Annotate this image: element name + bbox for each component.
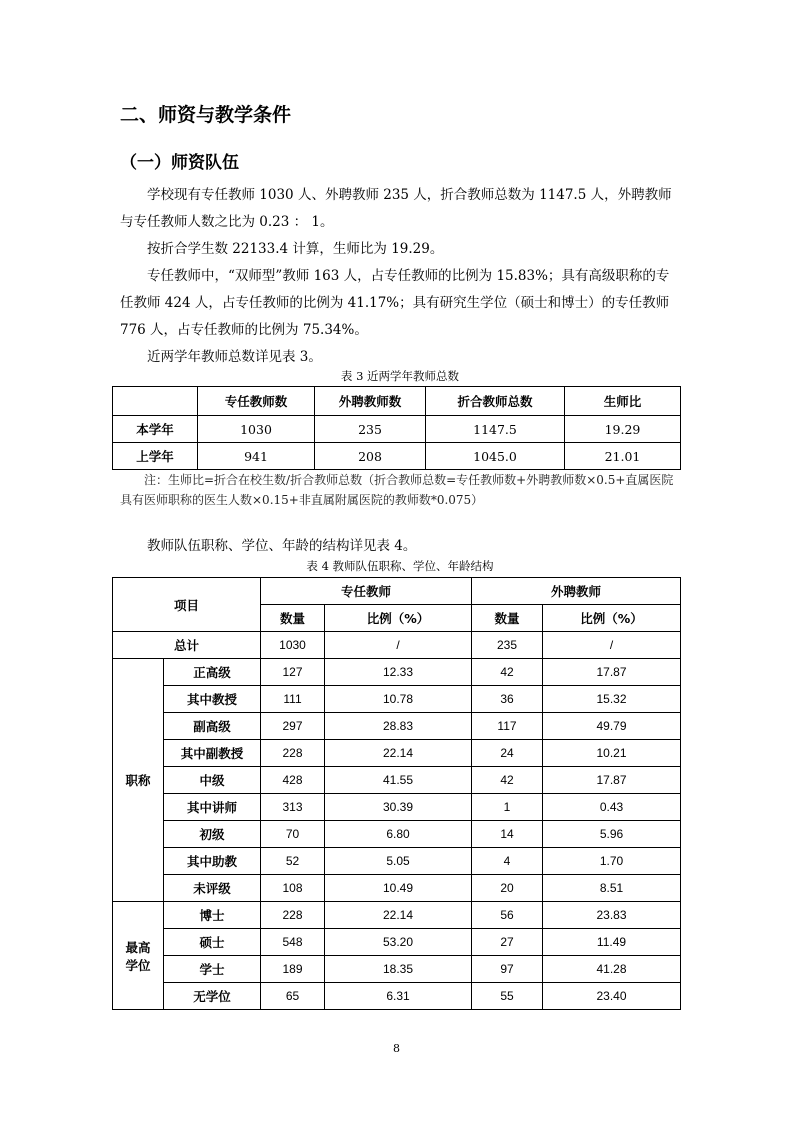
- table4-cell: 6.80: [325, 821, 472, 848]
- table-row: [113, 416, 681, 443]
- table-row: [113, 956, 681, 983]
- table4-fulltime-header: 专任教师: [261, 578, 472, 605]
- table-row: [113, 875, 681, 902]
- table4-row-label: 正高级: [164, 659, 261, 686]
- table3-cell: 19.29: [565, 416, 681, 443]
- table3-header-cell: [113, 387, 198, 416]
- table4: [112, 577, 681, 1010]
- table4-cell: 5.96: [543, 821, 681, 848]
- table4-cell: 4: [472, 848, 543, 875]
- table3-cell: 1147.5: [426, 416, 565, 443]
- table4-row-label: 硕士: [164, 929, 261, 956]
- table4-row-label: 其中讲师: [164, 794, 261, 821]
- table4-cell: 30.39: [325, 794, 472, 821]
- table4-cell: 41.55: [325, 767, 472, 794]
- table4-row-label: 博士: [164, 902, 261, 929]
- table4-row-label: 初级: [164, 821, 261, 848]
- table4-cell: 1.70: [543, 848, 681, 875]
- paragraph-table3-ref: 近两学年教师总数详见表 3。: [147, 349, 322, 365]
- table3-caption: 表 3 近两学年教师总数: [340, 369, 460, 383]
- table4-cell: 0.43: [543, 794, 681, 821]
- page-number: 8: [393, 1042, 400, 1055]
- table4-row-label: 其中副教授: [164, 740, 261, 767]
- table4-row-label: 副高级: [164, 713, 261, 740]
- table3-row-label: 本学年: [113, 416, 198, 443]
- table4-cell: 235: [472, 632, 543, 659]
- table4-row-label: 学士: [164, 956, 261, 983]
- table4-ratio-header: 比例（%）: [325, 605, 472, 632]
- table4-cell: /: [325, 632, 472, 659]
- table4-cell: 18.35: [325, 956, 472, 983]
- table4-cell: 20: [472, 875, 543, 902]
- table4-cell: 42: [472, 659, 543, 686]
- table3-cell: 235: [315, 416, 426, 443]
- table4-cell: 52: [261, 848, 325, 875]
- table4-cell: 15.32: [543, 686, 681, 713]
- table3-cell: 1045.0: [426, 443, 565, 470]
- table4-cell: 548: [261, 929, 325, 956]
- table-row: [113, 794, 681, 821]
- table-row: [113, 686, 681, 713]
- table4-cell: 17.87: [543, 659, 681, 686]
- table4-cell: 228: [261, 902, 325, 929]
- table4-item-header: 项目: [113, 578, 261, 632]
- table3-cell: 1030: [198, 416, 315, 443]
- table4-cell: 36: [472, 686, 543, 713]
- table-row: [113, 713, 681, 740]
- table4-cell: 111: [261, 686, 325, 713]
- table4-cell: 10.49: [325, 875, 472, 902]
- table4-cell: 14: [472, 821, 543, 848]
- table4-cell: 189: [261, 956, 325, 983]
- table-row: [113, 902, 681, 929]
- table3-row-label: 上学年: [113, 443, 198, 470]
- table3-cell: 208: [315, 443, 426, 470]
- table-row: [113, 983, 681, 1010]
- table4-cell: 117: [472, 713, 543, 740]
- paragraph-ratio: 按折合学生数 22133.4 计算，生师比为 19.29。: [147, 241, 444, 257]
- table4-cell: 1: [472, 794, 543, 821]
- table4-ratio-header: 比例（%）: [543, 605, 681, 632]
- table4-cell: 5.05: [325, 848, 472, 875]
- table4-cell: 97: [472, 956, 543, 983]
- table4-cell: 22.14: [325, 902, 472, 929]
- table4-cell: 10.78: [325, 686, 472, 713]
- table4-group-title: 职称: [113, 659, 164, 902]
- table4-cell: 27: [472, 929, 543, 956]
- table3-note: 注：生师比=折合在校生数/折合教师总数（折合教师总数=专任教师数+外聘教师数×0.5+直属医院具有医师职称的医生人数×0.15+非直属附属医院的教师数*0.075）: [120, 473, 674, 507]
- table4-cell: 12.33: [325, 659, 472, 686]
- table4-cell: 228: [261, 740, 325, 767]
- table4-row-label: 无学位: [164, 983, 261, 1010]
- table3-header-cell: 专任教师数: [198, 387, 315, 416]
- table3-header-row: [113, 387, 681, 416]
- table4-cell: 53.20: [325, 929, 472, 956]
- table4-group-degree: 最高学位: [113, 902, 164, 1010]
- table4-cell: 11.49: [543, 929, 681, 956]
- table-row: [113, 848, 681, 875]
- table3-header-cell: 外聘教师数: [315, 387, 426, 416]
- table-row: [113, 821, 681, 848]
- table4-count-header: 数量: [261, 605, 325, 632]
- table4-cell: 56: [472, 902, 543, 929]
- table4-cell: 6.31: [325, 983, 472, 1010]
- table4-cell: 313: [261, 794, 325, 821]
- table4-row-label: 未评级: [164, 875, 261, 902]
- subsection-heading: （一）师资队伍: [120, 153, 239, 173]
- section-heading: 二、师资与教学条件: [120, 104, 292, 126]
- table3-header-cell: 折合教师总数: [426, 387, 565, 416]
- table3-cell: 941: [198, 443, 315, 470]
- table4-cell: 428: [261, 767, 325, 794]
- table-row: [113, 443, 681, 470]
- table-row: [113, 659, 681, 686]
- table4-cell: 55: [472, 983, 543, 1010]
- table4-cell: 8.51: [543, 875, 681, 902]
- table-row: [113, 929, 681, 956]
- table3: [112, 386, 681, 470]
- table4-cell: 10.21: [543, 740, 681, 767]
- table4-count-header: 数量: [472, 605, 543, 632]
- table4-row-label: 其中教授: [164, 686, 261, 713]
- table4-total-label: 总计: [113, 632, 261, 659]
- table4-cell: 23.40: [543, 983, 681, 1010]
- table4-row-label: 中级: [164, 767, 261, 794]
- table4-header-row: [113, 578, 681, 605]
- table4-cell: 108: [261, 875, 325, 902]
- table4-row-label: 其中助教: [164, 848, 261, 875]
- table4-cell: /: [543, 632, 681, 659]
- table4-cell: 127: [261, 659, 325, 686]
- table4-cell: 297: [261, 713, 325, 740]
- table4-cell: 22.14: [325, 740, 472, 767]
- table4-cell: 49.79: [543, 713, 681, 740]
- table4-cell: 70: [261, 821, 325, 848]
- table4-cell: 65: [261, 983, 325, 1010]
- table3-header-cell: 生师比: [565, 387, 681, 416]
- table4-cell: 28.83: [325, 713, 472, 740]
- paragraph-structure: 专任教师中，“双师型”教师 163 人，占专任教师的比例为 15.83%；具有高级职称的专任教师 424 人，占专任教师的比例为 41.17%；具有研究生学位（硕士和博士）的专任教师 776 人，占专任教师的比例为 75.34%。: [120, 268, 670, 338]
- table4-external-header: 外聘教师: [472, 578, 681, 605]
- table-row: [113, 632, 681, 659]
- table4-cell: 41.28: [543, 956, 681, 983]
- table4-cell: 24: [472, 740, 543, 767]
- paragraph-table4-ref: 教师队伍职称、学位、年龄的结构详见表 4。: [147, 538, 417, 554]
- table4-caption: 表 4 教师队伍职称、学位、年龄结构: [306, 559, 494, 573]
- table4-cell: 42: [472, 767, 543, 794]
- table4-cell: 23.83: [543, 902, 681, 929]
- table4-cell: 1030: [261, 632, 325, 659]
- paragraph-teachers: 学校现有专任教师 1030 人、外聘教师 235 人，折合教师总数为 1147.5 人，外聘教师与专任教师人数之比为 0.23 ： 1。: [120, 187, 672, 230]
- table3-cell: 21.01: [565, 443, 681, 470]
- table-row: [113, 767, 681, 794]
- table4-cell: 17.87: [543, 767, 681, 794]
- table-row: [113, 740, 681, 767]
